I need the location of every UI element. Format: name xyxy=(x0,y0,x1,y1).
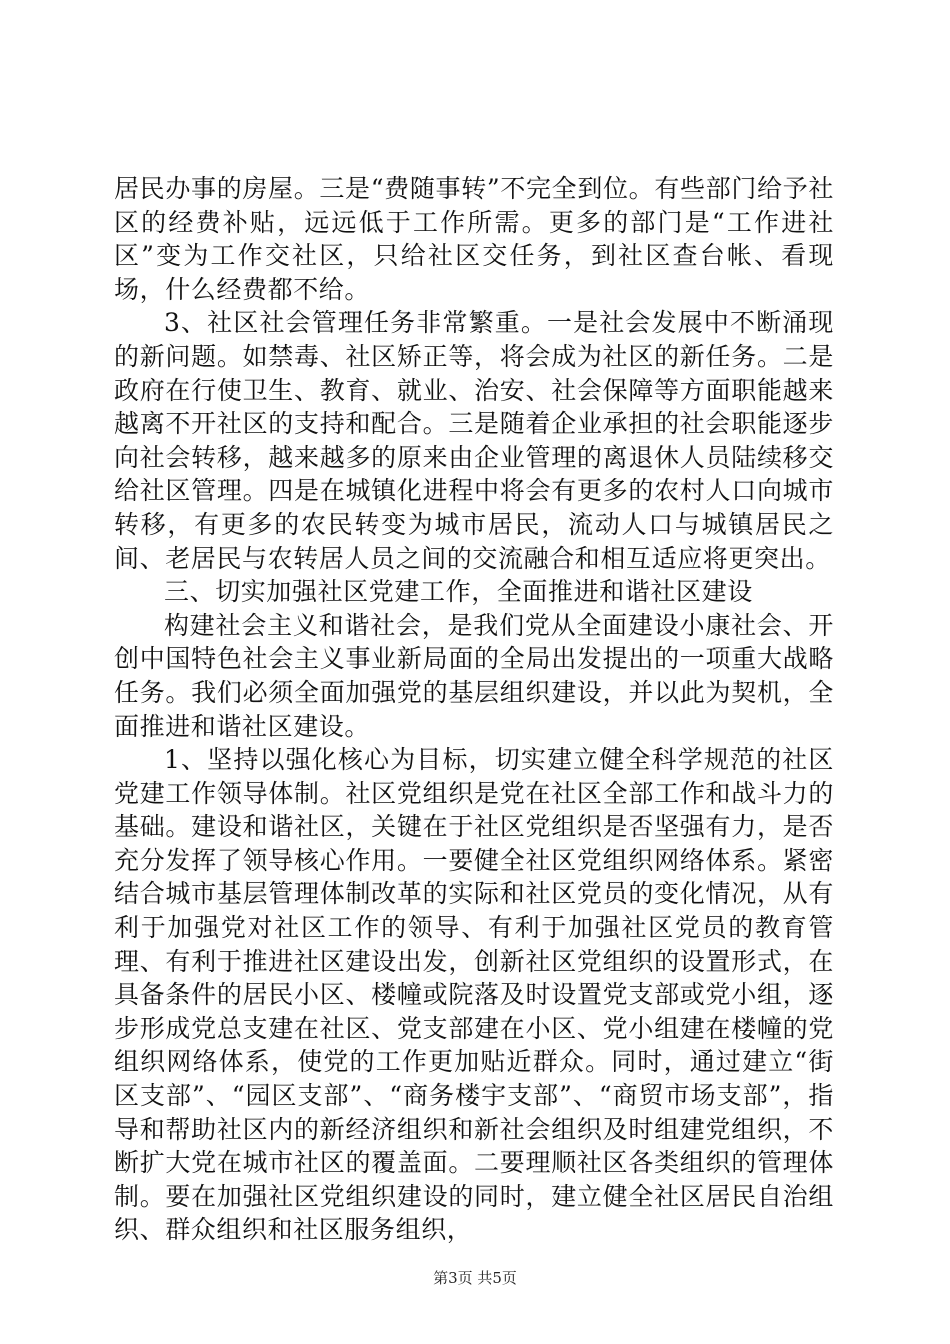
paragraph-4: 1、坚持以强化核心为目标，切实建立健全科学规范的社区党建工作领导体制。社区党组织是党在社区全部工作和战斗力的基础。建设和谐社区，关键在于社区党组织是否坚强有力，是否充分发挥了领导核心作用。一要健全社区党组织网络体系。紧密结合城市基层管理体制改革的实际和社区党员的变化情况，从有利于加强党对社区工作的领导、有利于加强社区党员的教育管理、有利于推进社区建设出发，创新社区党组织的设置形式，在具备条件的居民小区、楼幢或院落及时设置党支部或党小组，逐步形成党总支建在社区、党支部建在小区、党小组建在楼幢的党组织网络体系，使党的工作更加贴近群众。同时，通过建立“街区支部”、“园区支部”、“商务楼宇支部”、“商贸市场支部”，指导和帮助社区内的新经济组织和新社会组织及时组建党组织，不断扩大党在城市社区的覆盖面。二要理顺社区各类组织的管理体制。要在加强社区党组织建设的同时，建立健全社区居民自治组织、群众组织和社区服务组织， xyxy=(114,745,834,1245)
paragraph-3: 构建社会主义和谐社会，是我们党从全面建设小康社会、开创中国特色社会主义事业新局面的全局出发提出的一项重大战略任务。我们必须全面加强党的基层组织建设，并以此为契机，全面推进和谐社区建设。 xyxy=(114,610,834,741)
page-footer: 第3页 共5页 xyxy=(433,1269,517,1287)
paragraph-2: 3、社区社会管理任务非常繁重。一是社会发展中不断涌现的新问题。如禁毒、社区矫正等，将会成为社区的新任务。二是政府在行使卫生、教育、就业、治安、社会保障等方面职能越来越离不开社区的支持和配合。三是随着企业承担的社会职能逐步向社会转移，越来越多的原来由企业管理的离退休人员陆续移交给社区管理。四是在城镇化进程中将会有更多的农村人口向城市转移，有更多的农民转变为城市居民，流动人口与城镇居民之间、老居民与农转居人员之间的交流融合和相互适应将更突出。 xyxy=(114,308,834,573)
section-heading: 三、切实加强社区党建工作，全面推进和谐社区建设 xyxy=(164,577,753,607)
paragraph-1: 居民办事的房屋。三是“费随事转”不完全到位。有些部门给予社区的经费补贴，远远低于工作所需。更多的部门是“工作进社区”变为工作交社区，只给社区交任务，到社区查台帐、看现场，什么经费都不给。 xyxy=(114,174,834,304)
document-body xyxy=(114,172,834,1247)
